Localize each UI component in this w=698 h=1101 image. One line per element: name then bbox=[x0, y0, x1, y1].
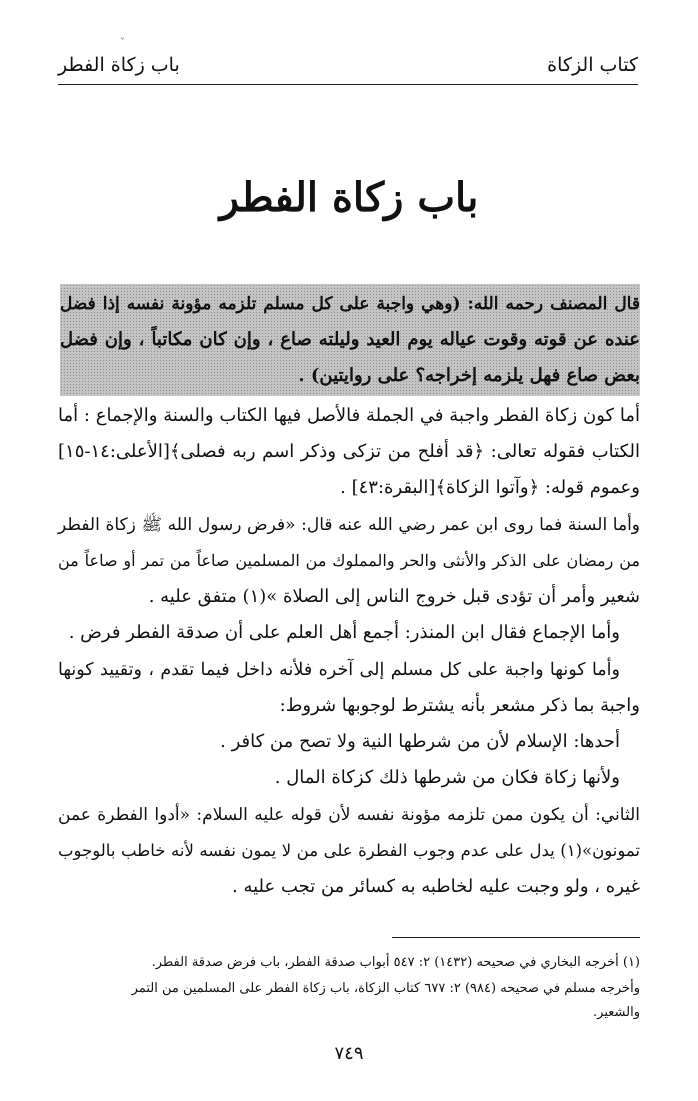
footnote-1-end: والشعير. bbox=[593, 1005, 640, 1020]
body-line-12: الثاني: أن يكون ممن تلزمه مؤونة نفسه لأن قوله عليه السلام: «أدوا الفطرة عمن bbox=[58, 805, 640, 825]
body-line-3: وعموم قوله: ﴿وآتوا الزكاة﴾[البقرة:٤٣] . bbox=[340, 477, 640, 498]
footnote-rule bbox=[392, 937, 640, 938]
body-line-4: وأما السنة فما روى ابن عمر رضي الله عنه قال: «فرض رسول الله ﷺ زكاة الفطر bbox=[58, 515, 640, 535]
body-line-7: وأما الإجماع فقال ابن المنذر: أجمع أهل العلم على أن صدقة الفطر فرض . bbox=[68, 622, 620, 643]
matn-highlight bbox=[60, 284, 640, 396]
header-chapter-title: باب زكاة الفطر bbox=[58, 54, 180, 76]
body-line-6: شعير وأمر أن تؤدى قبل خروج الناس إلى الصلاة »(١) متفق عليه . bbox=[148, 586, 640, 607]
running-header bbox=[58, 48, 638, 82]
matn-line-3: بعض صاع فهل يلزمه إخراجه؟ على روايتين) . bbox=[298, 365, 640, 386]
body-line-10: أحدها: الإسلام لأن من شرطها النية ولا تصح من كافر . bbox=[220, 731, 620, 752]
footnote-1: (١) أخرجه البخاري في صحيحه (١٤٣٢) ٢: ٥٤٧ أبواب صدقة الفطر، باب فرض صدقة الفطر. bbox=[151, 955, 640, 970]
footnote-1-cont: وأخرجه مسلم في صحيحه (٩٨٤) ٢: ٦٧٧ كتاب الزكاة، باب زكاة الفطر على المسلمين من التمر bbox=[131, 981, 640, 996]
body-line-8: وأما كونها واجبة على كل مسلم إلى آخره فلأنه داخل فيما تقدم ، وتقييد كونها bbox=[58, 660, 620, 680]
body-line-14: غيره ، ولو وجبت عليه لخاطبه به كسائر من تجب عليه . bbox=[232, 876, 640, 897]
matn-line-1: قال المصنف رحمه الله: (وهي واجبة على كل مسلم تلزمه مؤونة نفسه إذا فضل bbox=[60, 294, 640, 314]
header-book-title: كتاب الزكاة bbox=[547, 54, 638, 76]
chapter-title: باب زكاة الفطر bbox=[219, 174, 479, 221]
scan-mark: ˇ bbox=[120, 38, 125, 49]
body-line-2: الكتاب فقوله تعالى: ﴿قد أفلح من تزكى وذكر اسم ربه فصلى﴾[الأعلى:١٤-١٥] bbox=[58, 441, 640, 462]
header-rule bbox=[58, 84, 638, 85]
body-line-13: تمونون»(١) يدل على عدم وجوب الفطرة على من لا يمون نفسه لأنه خاطب بالوجوب bbox=[58, 841, 640, 860]
page-number: ٧٤٩ bbox=[334, 1043, 364, 1064]
matn-line-2: عنده عن قوته وقوت عياله يوم العيد وليلته صاع ، وإن كان مكاتباً ، وإن فضل bbox=[60, 329, 640, 350]
body-line-9: واجبة بما ذكر مشعر بأنه يشترط لوجوبها شروط: bbox=[279, 695, 640, 716]
body-line-1: أما كون زكاة الفطر واجبة في الجملة فالأصل فيها الكتاب والسنة والإجماع : أما bbox=[58, 405, 640, 426]
body-line-5: من رمضان على الذكر والأنثى والحر والمملوك من المسلمين صاعاً من تمر أو صاعاً من bbox=[58, 551, 640, 570]
body-line-11: ولأنها زكاة فكان من شرطها ذلك كزكاة المال . bbox=[274, 767, 620, 788]
